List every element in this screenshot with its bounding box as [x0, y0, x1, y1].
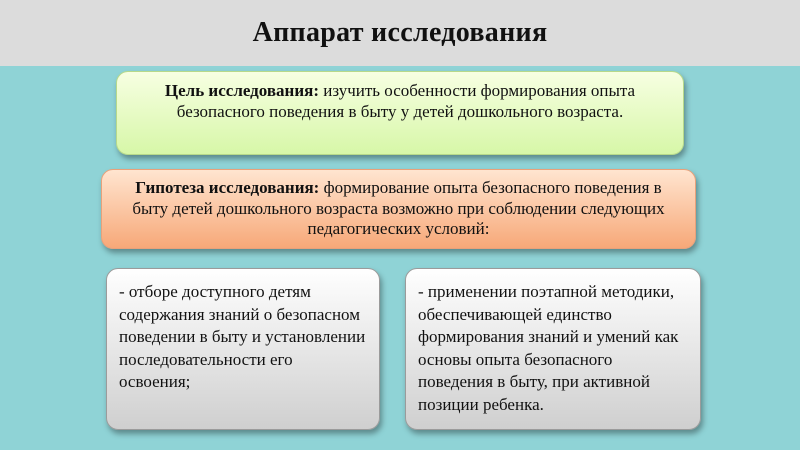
title-bar	[0, 0, 800, 66]
goal-text: изучить особенности формирования опыта безопасного поведения в быту у детей дошкольного возраста.	[176, 81, 636, 121]
goal-label: Цель исследования:	[164, 81, 319, 100]
goal-box	[116, 71, 684, 155]
hypothesis-label: Гипотеза исследования:	[135, 178, 320, 197]
condition-box-1	[106, 268, 380, 430]
condition-box-2	[405, 268, 701, 430]
hypothesis-box	[101, 169, 696, 249]
condition-text-2: - применении поэтапной методики, обеспечивающей единство формирования знаний и умений как основы опыта безопасного поведения в быту, при активной позиции ребенка.	[418, 282, 679, 414]
hypothesis-text: формирование опыта безопасного поведения в быту детей дошкольного возраста возможно при соблюдении следующих педагогических условий:	[132, 178, 665, 238]
condition-text-1: - отборе доступного детям содержания знаний о безопасном поведении в быту и установлении последовательности его освоения;	[119, 282, 366, 391]
page-title: Аппарат исследования	[252, 17, 548, 48]
